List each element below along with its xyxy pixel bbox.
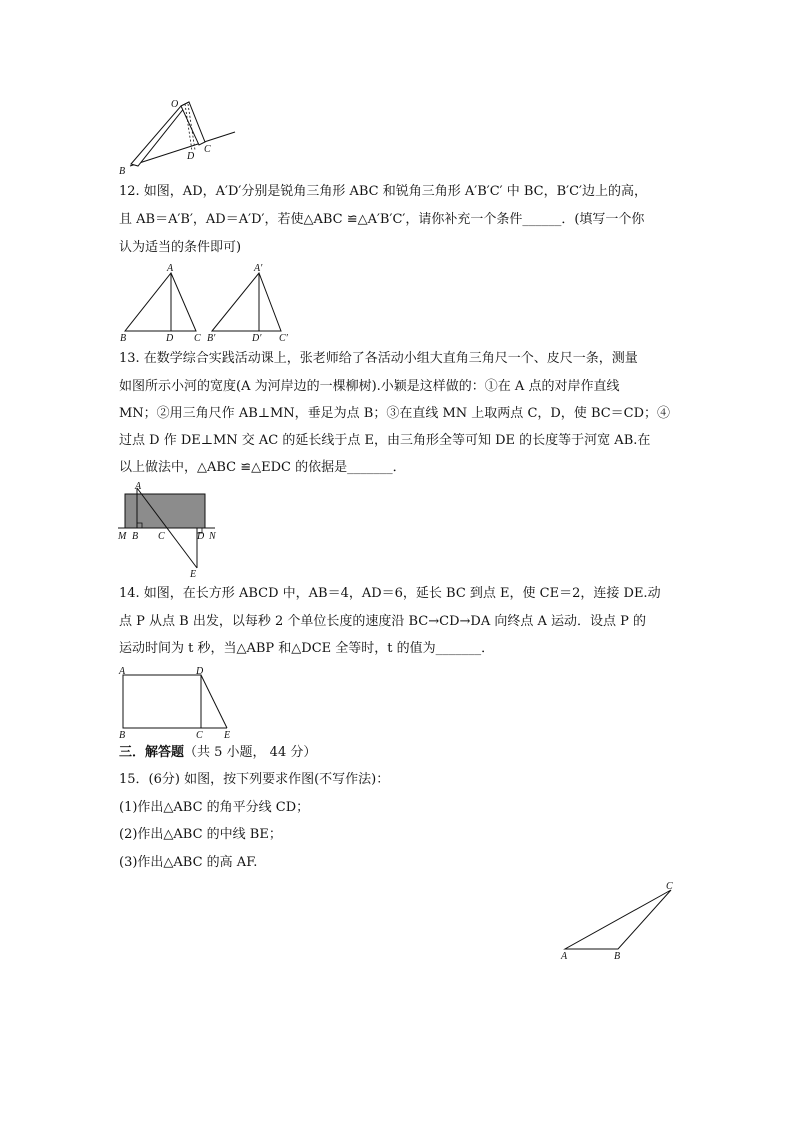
fig12-label-d-prime: D′ <box>252 333 262 344</box>
fig13-label-m: M <box>118 531 127 542</box>
q15-line-2: (1)作出△ABC 的角平分线 CD； <box>119 800 310 815</box>
fig13-label-a: A <box>135 482 142 492</box>
fig12-label-a: A <box>167 263 174 274</box>
fig12-label-b: B <box>120 333 127 344</box>
q14-line-1: 14. 如图，在长方形 ABCD 中，AB＝4，AD＝6，延长 BC 到点 E，使 CE＝2，连接 DE.动 <box>119 586 661 601</box>
q13-line-3: MN；②用三角尺作 AB⊥MN，垂足为点 B；③在直线 MN 上取两点 C，D，使 BC＝CD；④ <box>119 406 671 421</box>
q13-line-5: 以上做法中，△ABC ≌△EDC 的依据是_______． <box>119 460 406 475</box>
fig14-label-d: D <box>196 666 204 677</box>
figure-q12 <box>115 260 305 345</box>
fig14-label-c: C <box>196 730 203 740</box>
q12-line-3: 认为适当的条件即可) <box>119 240 242 255</box>
fig12-label-c: C <box>194 333 201 344</box>
fig12-label-b-prime: B′ <box>207 333 216 344</box>
fig11-label-d: D <box>187 151 195 162</box>
fig11-label-c: C <box>204 144 211 155</box>
figure-q15 <box>555 880 680 962</box>
section-3-title: 三．解答题 <box>119 745 185 760</box>
q13-line-4: 过点 D 作 DE⊥MN 交 AC 的延长线于点 E，由三角形全等可知 DE 的长度等于河宽 AB.在 <box>119 433 651 448</box>
fig13-label-b: B <box>132 531 139 542</box>
fig12-label-a-prime: A′ <box>254 263 263 274</box>
fig11-label-o: O <box>171 99 179 110</box>
fig15-label-c: C <box>666 881 673 892</box>
q12-line-2: 且 AB＝A′B′，AD＝A′D′，若使△ABC ≌△A′B′C′，请你补充一个条件______．(填写一个你 <box>119 212 645 227</box>
fig15-label-b: B <box>614 951 621 962</box>
fig12-label-c-prime: C′ <box>279 333 288 344</box>
figure-q13 <box>115 482 225 578</box>
q14-line-2: 点 P 从点 B 出发，以每秒 2 个单位长度的速度沿 BC→CD→DA 向终点 A 运动．设点 P 的 <box>119 614 647 629</box>
q14-line-3: 运动时间为 t 秒，当△ABP 和△DCE 全等时，t 的值为_______． <box>119 641 495 656</box>
fig13-label-n: N <box>209 531 216 542</box>
q15-line-3: (2)作出△ABC 的中线 BE； <box>119 827 282 842</box>
q15-line-1: 15．(6分) 如图，按下列要求作图(不写作法)： <box>119 772 390 787</box>
q15-line-4: (3)作出△ABC 的高 AF. <box>119 855 258 870</box>
fig12-label-d: D <box>166 333 174 344</box>
fig11-label-b: B <box>119 166 126 176</box>
fig13-label-d: D <box>197 531 205 542</box>
figure-q11 <box>115 96 240 176</box>
fig15-label-a: A <box>561 951 568 962</box>
figure-q14 <box>115 664 240 740</box>
q12-line-1: 12. 如图，AD，A′D′分别是锐角三角形 ABC 和锐角三角形 A′B′C′ 中 BC，B′C′边上的高， <box>119 184 648 199</box>
q13-line-1: 13. 在数学综合实践活动课上，张老师给了各活动小组大直角三角尺一个、皮尺一条，测量 <box>119 351 638 366</box>
fig13-label-e: E <box>190 569 197 578</box>
section-3-note: （共 5 小题， 44 分） <box>184 745 317 760</box>
fig13-label-c: C <box>158 531 165 542</box>
q13-line-2: 如图所示小河的宽度(A 为河岸边的一棵柳树).小颖是这样做的：①在 A 点的对岸作直线 <box>119 379 620 394</box>
section-3-heading <box>119 745 316 761</box>
fig14-label-a: A <box>119 666 126 677</box>
fig14-label-e: E <box>224 730 231 740</box>
fig14-label-b: B <box>119 730 126 740</box>
